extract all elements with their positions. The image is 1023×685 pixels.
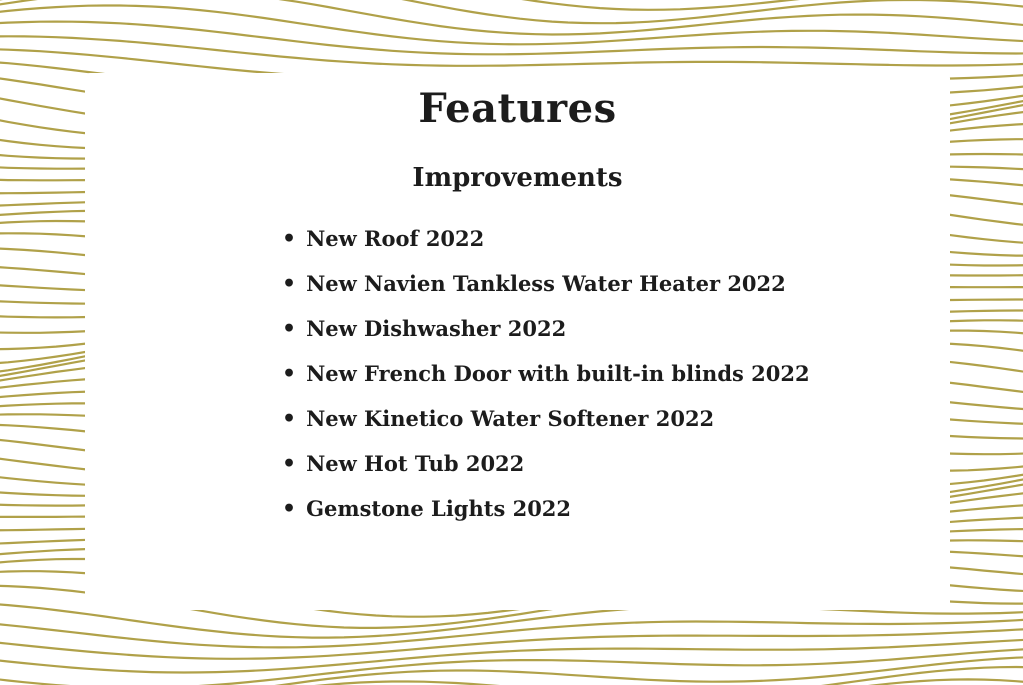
list-item	[282, 441, 950, 486]
bullet-icon: •	[282, 270, 297, 297]
list-item	[282, 486, 950, 531]
bullet-icon: •	[282, 450, 297, 477]
list-item	[282, 261, 950, 306]
bullet-icon: •	[282, 360, 297, 387]
bullet-icon: •	[282, 315, 297, 342]
bullet-icon: •	[282, 495, 297, 522]
list-item-text: New Kinetico Water Softener 2022	[306, 406, 715, 431]
page-title: Features	[418, 85, 617, 132]
bullet-icon: •	[282, 225, 297, 252]
content-card	[85, 73, 950, 610]
bullet-icon: •	[282, 405, 297, 432]
list-item	[282, 216, 950, 261]
list-item-text: New Navien Tankless Water Heater 2022	[306, 271, 786, 296]
list-item	[282, 351, 950, 396]
list-item-text: New Roof 2022	[306, 226, 485, 251]
list-item	[282, 306, 950, 351]
section-subtitle: Improvements	[412, 163, 623, 193]
list-item-text: New Dishwasher 2022	[306, 316, 567, 341]
list-item-text: New Hot Tub 2022	[306, 451, 525, 476]
list-item-text: New French Door with built-in blinds 2022	[306, 361, 810, 386]
features-list	[85, 216, 950, 531]
list-item-text: Gemstone Lights 2022	[306, 496, 572, 521]
list-item	[282, 396, 950, 441]
